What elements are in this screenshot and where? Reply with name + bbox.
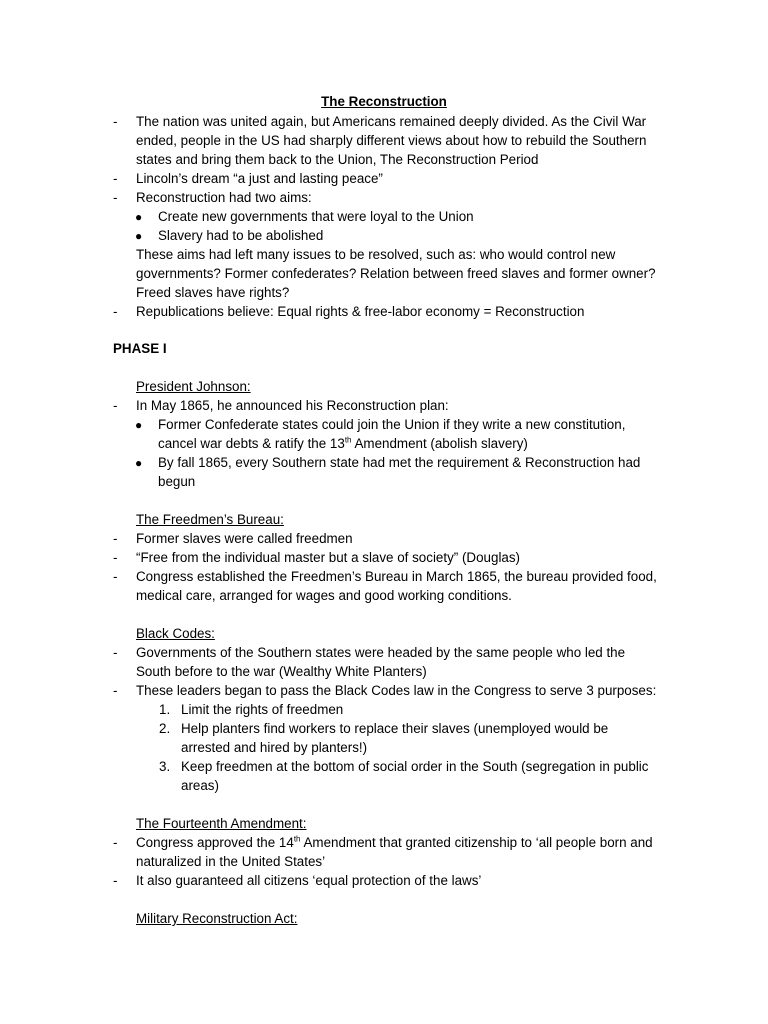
- section-heading-bureau: The Freedmen’s Bureau:: [136, 512, 284, 527]
- codes-item-2-line-2: arrested and hired by planters!): [181, 740, 368, 755]
- aim-2: Slavery had to be abolished: [158, 228, 324, 243]
- aim-1: Create new governments that were loyal to the Union: [158, 209, 474, 224]
- bureau-bullet-3-line-1: Congress established the Freedmen’s Bureau in March 1865, the bureau provided food,: [136, 569, 657, 584]
- johnson-sub-1-line-1: Former Confederate states could join the Union if they write a new constitution,: [158, 417, 626, 432]
- intro-bullet-1-line-2: ended, people in the US had sharply different views about how to rebuild the Southern: [136, 133, 647, 148]
- codes-item-3-line-1: Keep freedmen at the bottom of social order in the South (segregation in public: [181, 759, 649, 774]
- codes-item-3-line-2: areas): [181, 778, 219, 793]
- bullet-marker: ●: [135, 418, 143, 432]
- dash-marker: -: [113, 873, 118, 888]
- section-heading-military: Military Reconstruction Act:: [136, 911, 298, 926]
- codes-bullet-2: These leaders began to pass the Black Codes law in the Congress to serve 3 purposes:: [136, 683, 657, 698]
- section-heading-johnson: President Johnson:: [136, 379, 251, 394]
- intro-bullet-1-line-3: states and bring them back to the Union, The Reconstruction Period: [136, 152, 539, 167]
- intro-bullet-1-line-1: The nation was united again, but Americans remained deeply divided. As the Civil War: [136, 114, 647, 129]
- dash-marker: -: [113, 171, 118, 186]
- codes-bullet-1-line-1: Governments of the Southern states were headed by the same people who led the: [136, 645, 626, 660]
- fourteenth-bullet-1-line-2: naturalized in the United States’: [136, 854, 326, 869]
- intro-bullet-4: Republications believe: Equal rights & free-labor economy = Reconstruction: [136, 304, 585, 319]
- phase-heading: PHASE I: [113, 341, 167, 356]
- bureau-bullet-1: Former slaves were called freedmen: [136, 531, 353, 546]
- fourteenth-bullet-1-line-1: Congress approved the 14th Amendment that granted citizenship to ‘all people born and: [136, 834, 653, 850]
- dash-marker: -: [113, 304, 118, 319]
- johnson-sub-1-line-2: cancel war debts & ratify the 13th Amendment (abolish slavery): [158, 435, 528, 451]
- johnson-sub-2-line-2: begun: [158, 474, 196, 489]
- bullet-marker: ●: [135, 229, 143, 243]
- intro-bullet-2: Lincoln’s dream “a just and lasting peace”: [136, 171, 383, 186]
- bullet-marker: ●: [135, 456, 143, 470]
- intro-paragraph-line-3: Freed slaves have rights?: [136, 285, 290, 300]
- intro-paragraph-line-1: These aims had left many issues to be resolved, such as: who would control new: [136, 247, 616, 262]
- dash-marker: -: [113, 531, 118, 546]
- bureau-bullet-3-line-2: medical care, arranged for wages and good working conditions.: [136, 588, 512, 603]
- dash-marker: -: [113, 835, 118, 850]
- section-heading-fourteenth: The Fourteenth Amendment:: [136, 816, 307, 831]
- codes-bullet-1-line-2: South before to the war (Wealthy White Planters): [136, 664, 427, 679]
- intro-bullet-3: Reconstruction had two aims:: [136, 190, 312, 205]
- codes-item-2-line-1: Help planters find workers to replace their slaves (unemployed would be: [181, 721, 609, 736]
- johnson-sub-2-line-1: By fall 1865, every Southern state had met the requirement & Reconstruction had: [158, 455, 641, 470]
- dash-marker: -: [113, 190, 118, 205]
- list-number: 2.: [159, 721, 171, 736]
- document-title: The Reconstruction: [321, 94, 447, 109]
- bullet-marker: ●: [135, 210, 143, 224]
- dash-marker: -: [113, 645, 118, 660]
- fourteenth-bullet-2: It also guaranteed all citizens ‘equal protection of the laws’: [136, 873, 482, 888]
- list-number: 1.: [159, 702, 171, 717]
- codes-item-1: Limit the rights of freedmen: [181, 702, 344, 717]
- johnson-bullet-1: In May 1865, he announced his Reconstruction plan:: [136, 398, 449, 413]
- intro-paragraph-line-2: governments? Former confederates? Relation between freed slaves and former owner?: [136, 266, 656, 281]
- bureau-bullet-2: “Free from the individual master but a slave of society” (Douglas): [136, 550, 521, 565]
- dash-marker: -: [113, 398, 118, 413]
- dash-marker: -: [113, 569, 118, 584]
- dash-marker: -: [113, 114, 118, 129]
- section-heading-black-codes: Black Codes:: [136, 626, 215, 641]
- list-number: 3.: [159, 759, 171, 774]
- dash-marker: -: [113, 550, 118, 565]
- dash-marker: -: [113, 683, 118, 698]
